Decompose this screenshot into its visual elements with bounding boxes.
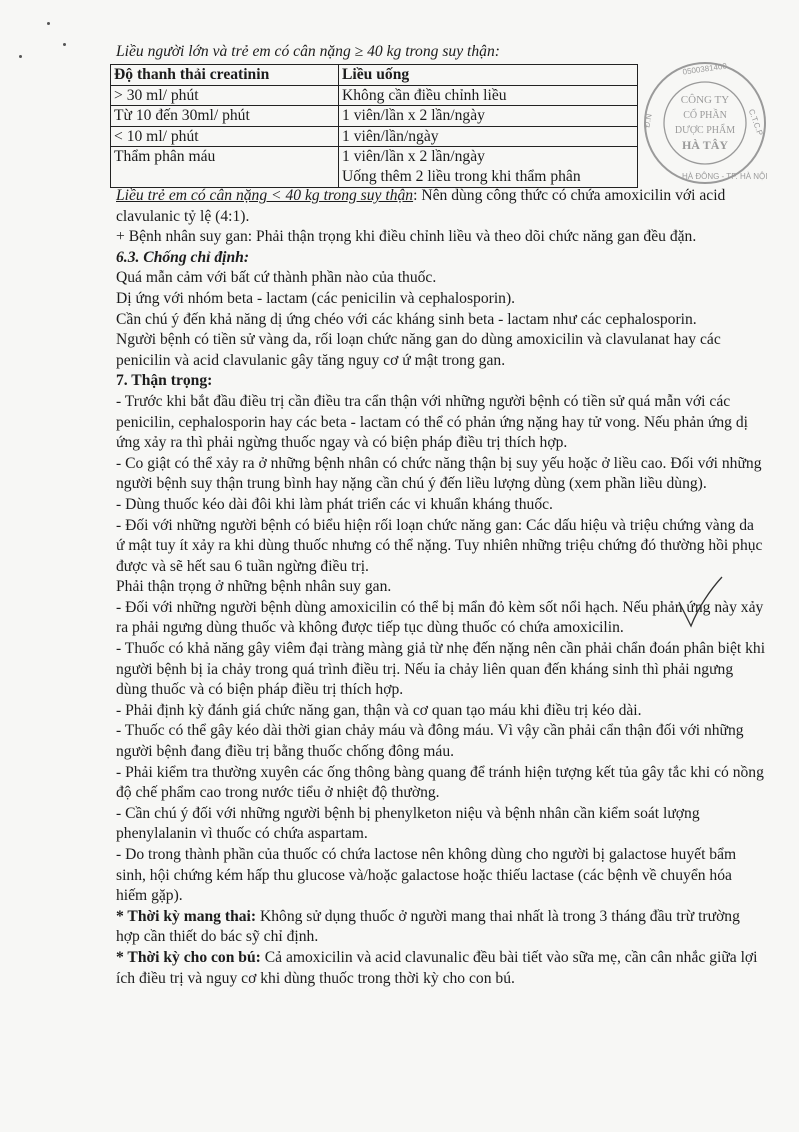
table-cell: Thẩm phân máu [111, 147, 339, 187]
child-renal-lead: Liều trẻ em có cân nặng < 40 kg trong suy thận [116, 187, 414, 204]
table-row [111, 106, 638, 127]
table-row [111, 85, 638, 106]
renal-dose-table [110, 64, 638, 188]
pregnancy-label: * Thời kỳ mang thai: [116, 907, 257, 925]
breastfeeding-label: * Thời kỳ cho con bú: [116, 948, 261, 966]
scan-speck [47, 22, 50, 25]
table-cell: 1 viên/lần x 2 lần/ngày [339, 106, 638, 127]
svg-text:CÔNG TY: CÔNG TY [680, 94, 730, 106]
dose-table-caption: Liều người lớn và trẻ em có cân nặng ≥ 40 kg trong suy thận: [116, 43, 500, 60]
table-cell: Không cần điều chỉnh liều [339, 85, 638, 106]
precautions-heading: 7. Thận trọng: [116, 372, 213, 390]
list-item: - Dùng thuốc kéo dài đôi khi làm phát triển các vi khuẩn kháng thuốc. [116, 495, 553, 513]
table-header-row [111, 65, 638, 86]
table-cell: > 30 ml/ phút [111, 85, 339, 106]
svg-text:0500381400: 0500381400 [682, 61, 728, 77]
table-cell: < 10 ml/ phút [111, 126, 339, 147]
scan-speck [19, 55, 22, 58]
table-row [111, 126, 638, 147]
handwritten-check-mark [676, 574, 726, 634]
list-item: Dị ứng với nhóm beta - lactam (các penicilin và cephalosporin). [116, 289, 516, 307]
list-item: - Đối với những người bệnh dùng amoxicilin có thể bị mẩn đỏ kèm sốt nổi hạch. Nếu phản ứng này xảy ra phải ngưng dùng thuốc và không được tiếp tục dùng thuốc có chứa amoxicilin. [116, 598, 764, 637]
table-cell: 1 viên/lần/ngày [339, 126, 638, 147]
table-cell: Từ 10 đến 30ml/ phút [111, 106, 339, 127]
svg-text:HÀ ĐÔNG - TP. HÀ NỘI: HÀ ĐÔNG - TP. HÀ NỘI [682, 172, 768, 181]
svg-text:Đ.N: Đ.N [642, 113, 654, 129]
table-row [111, 147, 638, 187]
pregnancy-note [116, 907, 766, 948]
table-cell-line: Uống thêm 2 liều trong khi thẩm phân [342, 167, 581, 185]
list-item: - Đối với những người bệnh có biểu hiện rối loạn chức năng gan: Các dấu hiệu và triệu chứng vàng da ứ mật tuy ít xảy ra khi dùng thuốc nhưng có thể nặng. Tuy nhiên những triệu chứng đó thường hồi phục được và sẽ hết sau 6 tuần ngừng điều trị. [116, 516, 763, 575]
table-header-cell: Liều uống [339, 65, 638, 86]
list-item: Quá mẫn cảm với bất cứ thành phần nào của thuốc. [116, 269, 437, 287]
table-header-cell: Độ thanh thải creatinin [111, 65, 339, 86]
svg-text:HÀ TÂY: HÀ TÂY [681, 138, 729, 152]
list-item: Phải thận trọng ở những bệnh nhân suy gan. [116, 578, 392, 596]
list-item: - Do trong thành phần của thuốc có chứa lactose nên không dùng cho người bị galactose huyết bẩm sinh, hội chứng kém hấp thu glucose và/hoặc galactose hoặc thiếu lactase (các bệnh về chuyển hóa hiếm gặp). [116, 846, 737, 905]
svg-text:DƯỢC PHẨM: DƯỢC PHẨM [674, 125, 736, 136]
contraindications-heading: 6.3. Chống chỉ định: [116, 248, 250, 266]
list-item: - Thuốc có khả năng gây viêm đại tràng màng giả từ nhẹ đến nặng nên cần phải chẩn đoán phân biệt khi người bệnh bị ỉa chảy trong quá trình điều trị. Nếu ỉa chảy liên quan đến kháng sinh thì phải ngưng dùng thuốc và có biện pháp điều trị thích hợp. [116, 640, 766, 699]
list-item: - Phải định kỳ đánh giá chức năng gan, thận và cơ quan tạo máu khi điều trị kéo dài. [116, 701, 642, 719]
list-item: - Cần chú ý đối với những người bệnh bị phenylketon niệu và bệnh nhân cần kiểm soát lượng phenylalanin vì thuốc có chứa aspartam. [116, 804, 700, 843]
table-cell-line: 1 viên/lần x 2 lần/ngày [342, 148, 485, 166]
liver-note: + Bệnh nhân suy gan: Phải thận trọng khi điều chỉnh liều và theo dõi chức năng gan đều đặn. [116, 228, 697, 246]
list-item: - Co giật có thể xảy ra ở những bệnh nhân có chức năng thận bị suy yếu hoặc ở liều cao. Đối với những người bệnh suy thận trung bình hay nặng cần chú ý đến liều lượng dùng (xem phần liều dùng). [116, 454, 762, 493]
child-renal-dose [116, 186, 766, 227]
list-item: - Thuốc có thể gây kéo dài thời gian chảy máu và đông máu. Vì vậy cần phải cẩn thận đối với những người bệnh đang điều trị bằng thuốc chống đông máu. [116, 722, 744, 761]
list-item: - Phải kiểm tra thường xuyên các ống thông bàng quang để tránh hiện tượng kết tủa gây tắc khi có nồng độ chế phẩm cao trong nước tiểu ở nhiệt độ thường. [116, 763, 764, 802]
scan-speck [63, 43, 66, 46]
breastfeeding-text: Cả amoxicilin và acid clavunalic đều bài tiết vào sữa mẹ, cần cân nhắc giữa lợi ích điều trị và nguy cơ khi dùng thuốc trong thời kỳ cho con bú. [116, 948, 758, 987]
svg-text:C.T.C.P: C.T.C.P [746, 107, 765, 137]
child-renal-text: : Nên dùng công thức có chứa amoxicilin với acid clavulanic tỷ lệ (4:1). [116, 187, 726, 225]
svg-text:CỔ PHẦN: CỔ PHẦN [683, 110, 727, 121]
list-item: Cần chú ý đến khả năng dị ứng chéo với các kháng sinh beta - lactam như các cephalosporin. [116, 310, 697, 328]
breastfeeding-note [116, 948, 766, 989]
body-text [116, 186, 766, 989]
table-cell [339, 147, 638, 187]
company-seal-stamp [640, 58, 770, 188]
pregnancy-text: Không sử dụng thuốc ở người mang thai nhất là trong 3 tháng đầu trừ trường hợp cần thiết do bác sỹ chỉ định. [116, 907, 740, 946]
list-item: Người bệnh có tiền sử vàng da, rối loạn chức năng gan do dùng amoxicilin và clavulanat hay các penicilin và acid clavulanic gây tăng nguy cơ ứ mật trong gan. [116, 331, 721, 369]
list-item: - Trước khi bắt đầu điều trị cần điều tra cẩn thận với những người bệnh có tiền sử quá mẫn với các penicilin, cephalosporin hay các beta - lactam có thể có phản ứng nặng hay tử vong. Nếu phản ứng dị ứng xảy ra thì phải ngừng thuốc ngay và có biện pháp điều trị thích hợp. [116, 392, 749, 452]
